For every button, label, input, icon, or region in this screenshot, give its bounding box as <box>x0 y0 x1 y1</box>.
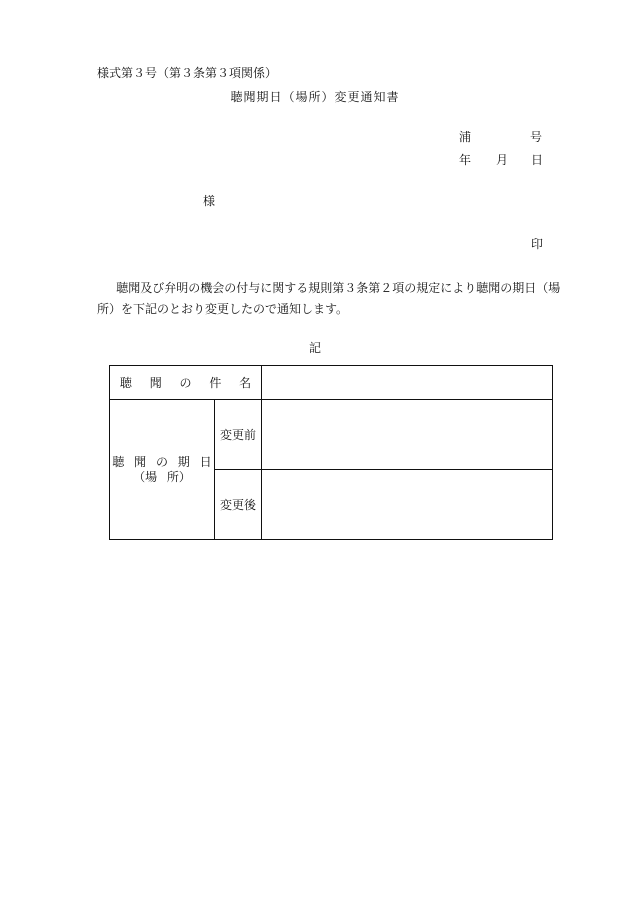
case-name-label: 聴 聞 の 件 名 <box>110 366 262 400</box>
before-value <box>262 400 553 470</box>
before-row <box>110 400 553 470</box>
document-title: 聴聞期日（場所）変更通知書 <box>230 90 400 104</box>
go-label: 号 <box>530 130 543 144</box>
before-label: 変更前 <box>215 400 262 470</box>
date-place-sub: （場 所） <box>133 469 191 484</box>
month-label: 月 <box>496 153 509 167</box>
recipient-honorific: 様 <box>203 194 216 208</box>
body-text: 聴聞及び弁明の機会の付与に関する規則第３条第２項の規定により聴聞の期日（場所）を下記のとおり変更したので通知します。 <box>97 281 561 316</box>
after-label: 変更後 <box>215 470 262 540</box>
case-name-row <box>110 366 553 400</box>
date-place-label <box>110 400 215 540</box>
ura-label: 浦 <box>459 130 472 144</box>
seal-mark: 印 <box>531 237 544 251</box>
detail-table <box>109 365 553 540</box>
day-label: 日 <box>531 153 544 167</box>
ki-heading: 記 <box>308 341 321 355</box>
case-name-value <box>262 366 553 400</box>
date-place-main: 聴 聞 の 期 日 <box>112 454 212 469</box>
year-label: 年 <box>459 153 472 167</box>
after-value <box>262 470 553 540</box>
form-label: 様式第３号（第３条第３項関係） <box>97 66 278 80</box>
